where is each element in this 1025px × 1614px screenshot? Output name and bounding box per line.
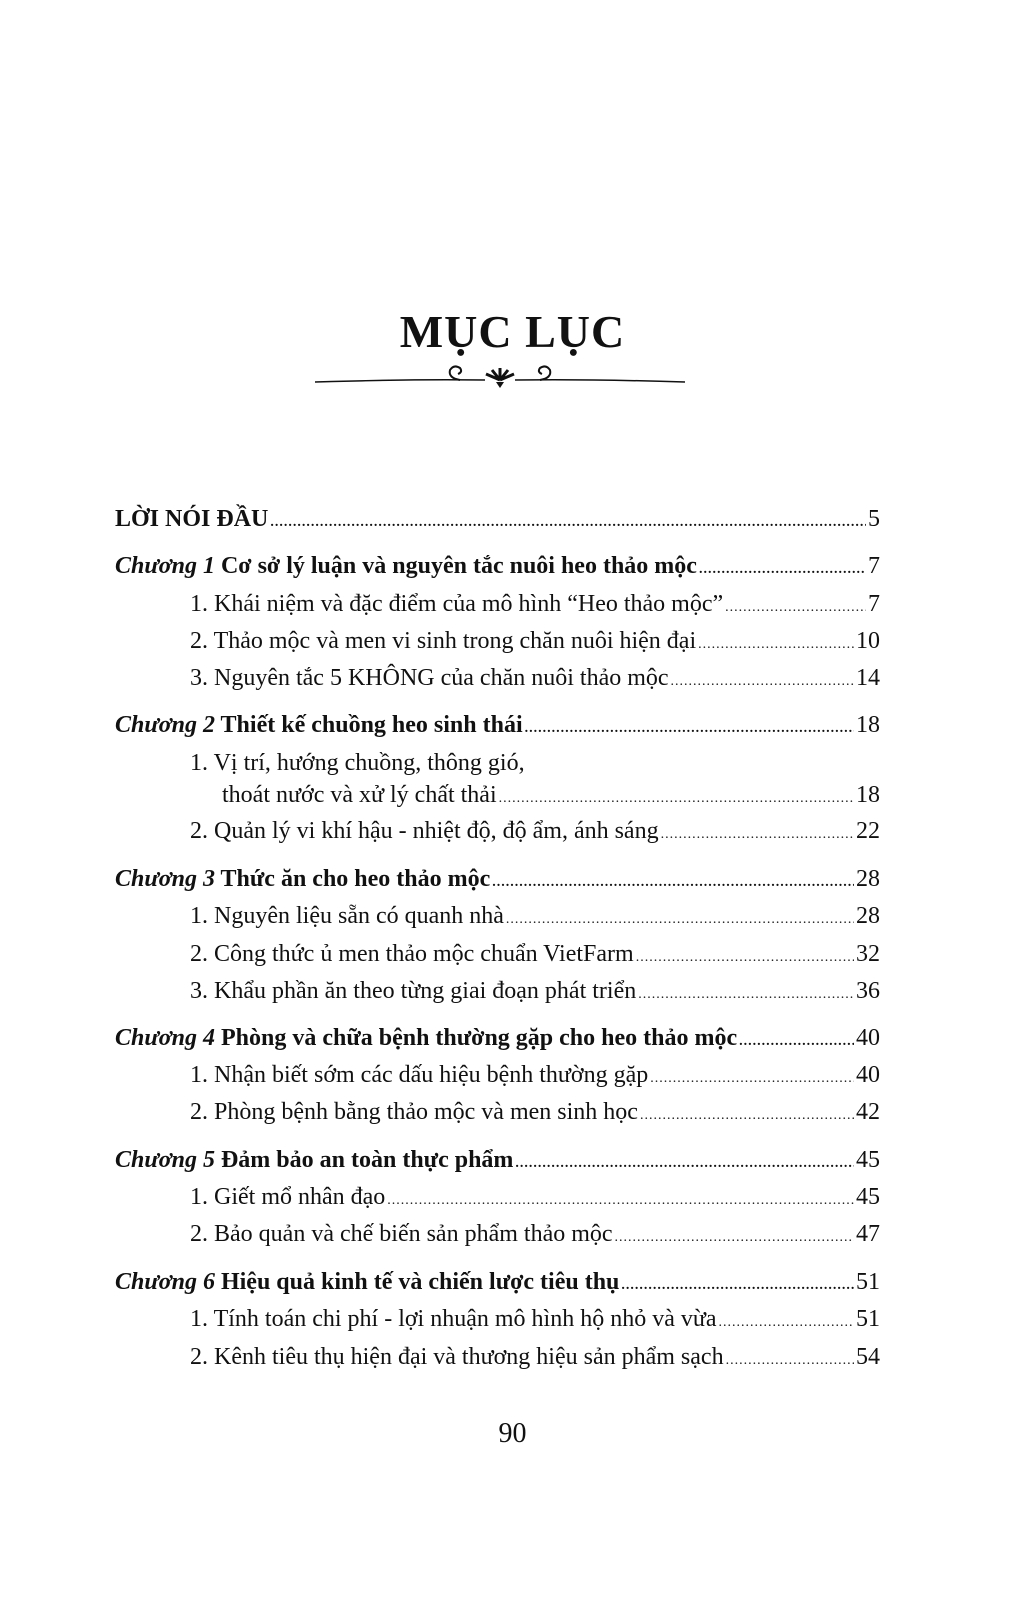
entry-title-text: 2. Phòng bệnh bằng thảo mộc và men sinh học — [190, 1099, 638, 1125]
entry-title-text: 2. Công thức ủ men thảo mộc chuẩn VietFarm — [190, 941, 634, 967]
entry-title-text: Hiệu quả kinh tế và chiến lược tiêu thụ — [220, 1269, 620, 1295]
entry-title-text: Thức ăn cho heo thảo mộc — [220, 866, 491, 892]
toc-section-entry[interactable] — [190, 1342, 880, 1376]
dot-leader — [739, 1027, 854, 1057]
toc-chapter-entry[interactable] — [115, 1267, 880, 1301]
page-ref: 45 — [856, 1147, 880, 1173]
dot-leader — [640, 1101, 854, 1131]
toc-section-entry[interactable] — [190, 939, 880, 973]
dot-leader — [636, 943, 854, 973]
toc-section-entry[interactable] — [190, 976, 880, 1010]
page-ref: 42 — [856, 1099, 880, 1125]
dot-leader — [661, 820, 854, 850]
page-ref: 14 — [856, 665, 880, 691]
entry-title — [190, 1182, 385, 1212]
entry-title — [190, 816, 659, 846]
page-ref: 22 — [856, 818, 880, 844]
entry-title — [115, 1267, 619, 1297]
dot-leader — [725, 593, 866, 623]
toc-section-entry[interactable] — [190, 816, 880, 850]
entry-title — [190, 1342, 724, 1372]
entry-title-text: 2. Kênh tiêu thụ hiện đại và thương hiệu sản phẩm sạch — [190, 1344, 724, 1370]
dot-leader — [698, 630, 854, 660]
dot-leader — [650, 1064, 854, 1094]
page-ref: 54 — [856, 1344, 880, 1370]
toc-section-entry[interactable] — [190, 663, 880, 697]
entry-title-text: Cơ sở lý luận và nguyên tắc nuôi heo thảo mộc — [220, 553, 697, 579]
entry-title — [190, 589, 723, 619]
entry-title-text: 1. Tính toán chi phí - lợi nhuận mô hình hộ nhỏ và vừa — [190, 1306, 717, 1332]
entry-title — [222, 780, 497, 810]
page-ref: 18 — [856, 782, 880, 808]
page-ref: 51 — [856, 1306, 880, 1332]
entry-title — [190, 1060, 648, 1090]
entry-title-text: Đảm bảo an toàn thực phẩm — [220, 1147, 514, 1173]
entry-title — [115, 864, 490, 894]
entry-title-text: 2. Bảo quản và chế biến sản phẩm thảo mộc — [190, 1221, 613, 1247]
dot-leader — [525, 714, 854, 744]
chapter-number: Chương 4 — [115, 1025, 215, 1051]
dot-leader — [726, 1346, 854, 1376]
page-number: 90 — [498, 1418, 527, 1449]
toc-section-entry[interactable] — [222, 780, 880, 814]
page-title: MỤC LỤC — [399, 306, 626, 357]
entry-title-text: 2. Thảo mộc và men vi sinh trong chăn nuôi hiện đại — [190, 628, 697, 654]
toc-section-entry[interactable] — [190, 1097, 880, 1131]
entry-title — [190, 1304, 717, 1334]
entry-title — [190, 976, 636, 1006]
toc-chapter-entry[interactable] — [115, 864, 880, 898]
entry-title — [190, 939, 634, 969]
dot-leader — [615, 1223, 854, 1253]
entry-title — [190, 626, 696, 656]
toc-section-entry[interactable] — [190, 1219, 880, 1253]
page-ref: 40 — [856, 1062, 880, 1088]
toc-section-entry[interactable] — [190, 901, 880, 935]
entry-title-first-line: 1. Vị trí, hướng chuồng, thông gió, — [190, 750, 525, 776]
dot-leader — [515, 1149, 854, 1179]
toc-section-entry[interactable] — [190, 589, 880, 623]
entry-title — [115, 551, 697, 581]
toc-chapter-entry[interactable] — [115, 1023, 880, 1057]
toc-preface-entry[interactable] — [115, 504, 880, 538]
entry-title — [115, 504, 268, 534]
page-ref: 18 — [856, 712, 880, 738]
entry-title — [190, 1097, 638, 1127]
entry-title — [115, 1145, 513, 1175]
chapter-number: Chương 1 — [115, 553, 215, 579]
entry-title — [190, 663, 669, 693]
dot-leader — [499, 784, 854, 814]
chapter-number: Chương 5 — [115, 1147, 215, 1173]
entry-title — [190, 901, 504, 931]
dot-leader — [506, 905, 854, 935]
page-ref: 40 — [856, 1025, 880, 1051]
page-ref: 28 — [856, 903, 880, 929]
entry-title — [115, 1023, 737, 1053]
entry-title-text: LỜI NÓI ĐẦU — [115, 506, 269, 532]
page-ref: 7 — [868, 591, 880, 617]
dot-leader — [671, 667, 854, 697]
page-ref: 28 — [856, 866, 880, 892]
entry-title-text: 1. Nhận biết sớm các dấu hiệu bệnh thường gặp — [190, 1062, 649, 1088]
entry-title-text: 3. Khẩu phần ăn theo từng giai đoạn phát triển — [190, 978, 637, 1004]
toc-chapter-entry[interactable] — [115, 551, 880, 585]
page-ref: 7 — [868, 553, 880, 579]
dot-leader — [621, 1271, 854, 1301]
page-ref: 5 — [868, 506, 880, 532]
chapter-number: Chương 3 — [115, 866, 215, 892]
chapter-number: Chương 2 — [115, 712, 215, 738]
page-ref: 51 — [856, 1269, 880, 1295]
entry-title-text: 1. Nguyên liệu sẵn có quanh nhà — [190, 903, 504, 929]
entry-title — [190, 1219, 613, 1249]
page-ref: 36 — [856, 978, 880, 1004]
toc-chapter-entry[interactable] — [115, 1145, 880, 1179]
toc-section-entry[interactable] — [190, 1060, 880, 1094]
entry-title-text: thoát nước và xử lý chất thải — [222, 782, 497, 808]
entry-title-text: Phòng và chữa bệnh thường gặp cho heo thảo mộc — [220, 1025, 738, 1051]
dot-leader — [699, 555, 866, 585]
page-ref: 10 — [856, 628, 880, 654]
dot-leader — [387, 1186, 854, 1216]
page-ref: 47 — [856, 1221, 880, 1247]
dot-leader — [492, 868, 854, 898]
dot-leader — [719, 1308, 854, 1338]
page-ref: 45 — [856, 1184, 880, 1210]
toc-chapter-entry[interactable] — [115, 710, 880, 744]
entry-title-text: 3. Nguyên tắc 5 KHÔNG của chăn nuôi thảo mộc — [190, 665, 669, 691]
page-ref: 32 — [856, 941, 880, 967]
entry-title-text: Thiết kế chuồng heo sinh thái — [220, 712, 523, 738]
entry-title-text: 1. Giết mổ nhân đạo — [190, 1184, 386, 1210]
entry-title — [115, 710, 523, 740]
toc-section-entry[interactable] — [190, 1182, 880, 1216]
title-ornament-divider — [310, 360, 690, 390]
toc-section-entry[interactable] — [190, 1304, 880, 1338]
dot-leader — [638, 980, 854, 1010]
entry-title-text: 2. Quản lý vi khí hậu - nhiệt độ, độ ẩm, ánh sáng — [190, 818, 659, 844]
entry-title-text: 1. Khái niệm và đặc điểm của mô hình “Heo thảo mộc” — [190, 591, 724, 617]
dot-leader — [270, 508, 866, 538]
toc-section-entry[interactable] — [190, 626, 880, 660]
chapter-number: Chương 6 — [115, 1269, 215, 1295]
